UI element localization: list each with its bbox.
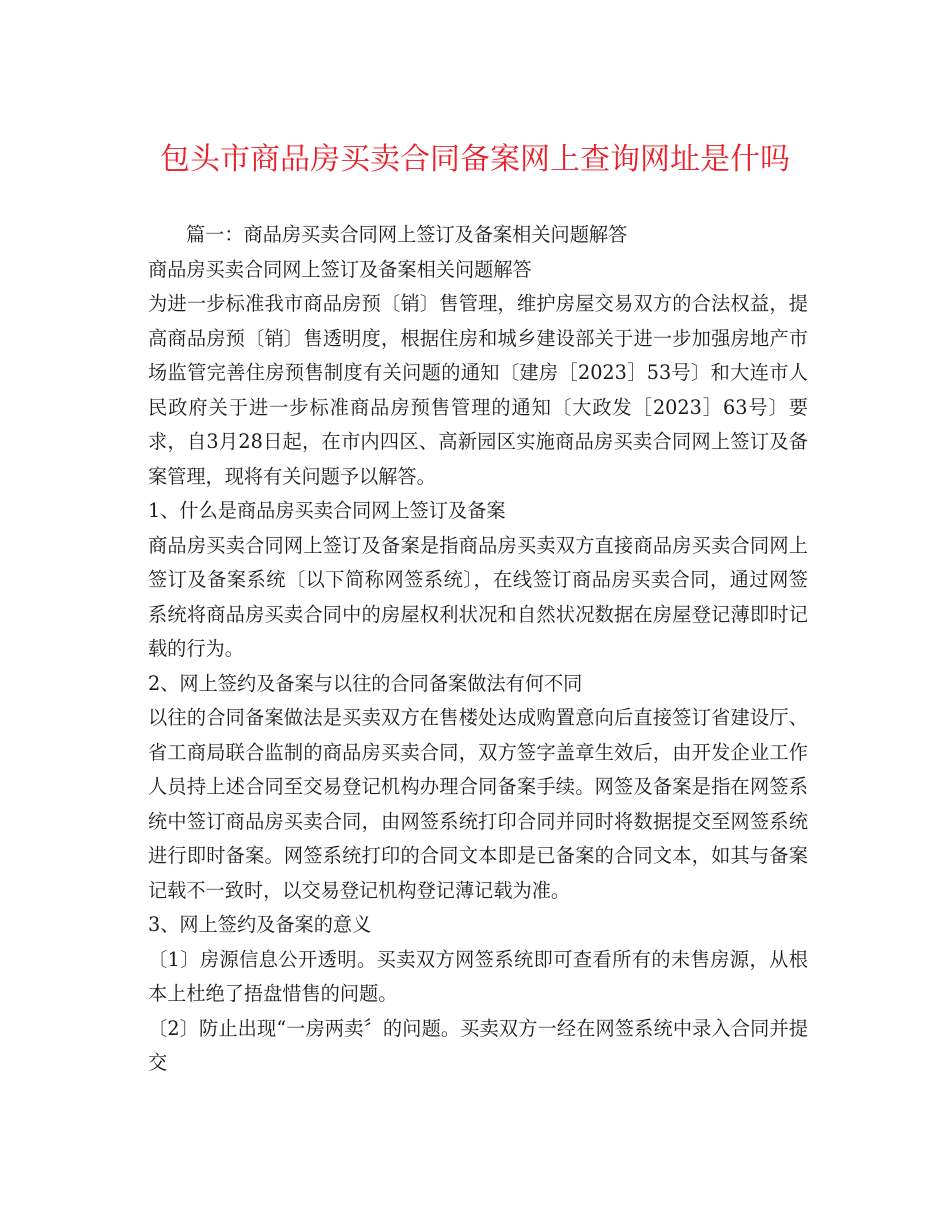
subtitle-paragraph: 商品房买卖合同网上签订及备案相关问题解答 (148, 257, 532, 281)
answer-item-2: 〔2〕防止出现“一房两卖〞的问题。买卖双方一经在网签系统中录入合同并提交 (148, 1016, 808, 1074)
answer-paragraph-1: 商品房买卖合同网上签订及备案是指商品房买卖双方直接商品房买卖合同网上签订及备案系统〔以下简称网签系统〕，在线签订商品房买卖合同，通过网签系统将商品房买卖合同中的房屋权利状况和自然状况数据在房屋登记薄即时记载的行为。 (148, 533, 808, 660)
answer-paragraph-2: 以往的合同备案做法是买卖双方在售楼处达成购置意向后直接签订省建设厅、省工商局联合监制的商品房买卖合同，双方签字盖章生效后，由开发企业工作人员持上述合同至交易登记机构办理合同备案手续。网签及备案是指在网签系统中签订商品房买卖合同，由网签系统打印合同并同时将数据提交至网签系统进行即时备案。网签系统打印的合同文本即是已备案的合同文本，如其与备案记载不一致时，以交易登记机构登记薄记载为准。 (148, 706, 808, 902)
document-title: 包头市商品房买卖合同备案网上查询网址是什吗 (160, 142, 790, 177)
document-body (148, 218, 808, 1081)
question-heading-3: 3、网上签约及备案的意义 (148, 913, 372, 936)
question-heading-1: 1、什么是商品房买卖合同网上签订及备案 (148, 499, 506, 522)
answer-item-1: 〔1〕房源信息公开透明。买卖双方网签系统即可查看所有的未售房源，从根本上杜绝了捂盘惜售的问题。 (148, 947, 808, 1005)
section-heading: 篇一：商品房买卖合同网上签订及备案相关问题解答 (186, 223, 628, 246)
question-heading-2: 2、网上签约及备案与以往的合同备案做法有何不同 (148, 671, 583, 695)
intro-paragraph: 为进一步标准我市商品房预〔销〕售管理，维护房屋交易双方的合法权益，提高商品房预〔销〕售透明度，根据住房和城乡建设部关于进一步加强房地产市场监管完善住房预售制度有关问题的通知〔建房［2023］53号〕和大连市人民政府关于进一步标准商品房预售管理的通知〔大政发［2023］63号〕要求，自3月28日起，在市内四区、高新园区实施商品房买卖合同网上签订及备案管理，现将有关问题予以解答。 (148, 292, 808, 488)
